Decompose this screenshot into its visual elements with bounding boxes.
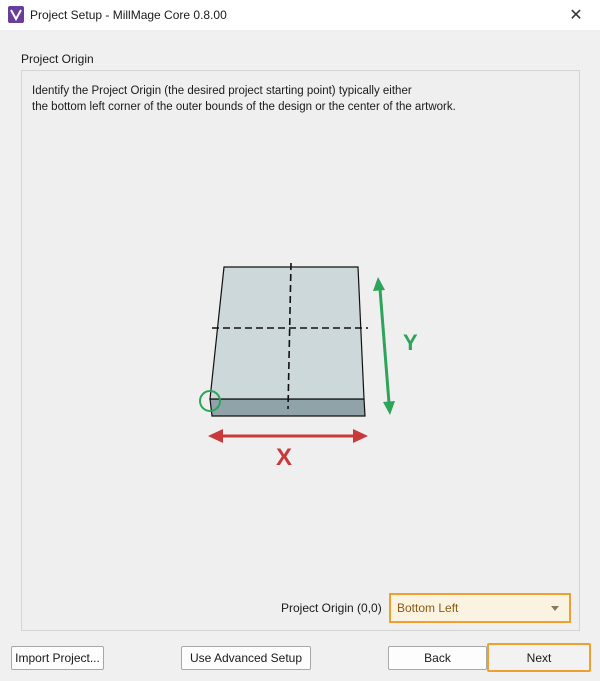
workpiece-top <box>210 267 364 399</box>
x-axis-label: X <box>276 444 293 471</box>
use-advanced-setup-button[interactable]: Use Advanced Setup <box>181 646 311 670</box>
back-button[interactable]: Back <box>388 646 487 670</box>
project-origin-selected: Bottom Left <box>397 601 459 615</box>
x-arrow-right-icon <box>353 429 368 443</box>
section-title: Project Origin <box>21 52 94 66</box>
y-axis-label: Y <box>403 330 418 355</box>
title-bar <box>0 0 600 30</box>
project-origin-dropdown[interactable] <box>389 593 571 623</box>
x-arrow-left-icon <box>208 429 223 443</box>
next-button[interactable]: Next <box>487 643 591 672</box>
y-arrow-down-icon <box>383 401 395 415</box>
instructions-line-1: Identify the Project Origin (the desired project starting point) typically either <box>32 85 412 97</box>
window-title: Project Setup - MillMage Core 0.8.00 <box>30 8 227 22</box>
instructions-line-2: the bottom left corner of the outer bounds of the design or the center of the artwork. <box>32 101 456 113</box>
instructions-text <box>32 83 562 115</box>
y-axis-line <box>380 289 389 403</box>
project-origin-panel <box>21 70 580 631</box>
close-icon: ✕ <box>569 7 583 24</box>
origin-diagram <box>192 251 422 471</box>
import-project-button[interactable]: Import Project... <box>11 646 104 670</box>
project-origin-label: Project Origin (0,0) <box>281 601 382 615</box>
app-logo-icon <box>8 6 24 23</box>
chevron-down-icon <box>551 606 559 611</box>
close-button[interactable] <box>556 1 596 29</box>
y-arrow-up-icon <box>373 277 385 291</box>
